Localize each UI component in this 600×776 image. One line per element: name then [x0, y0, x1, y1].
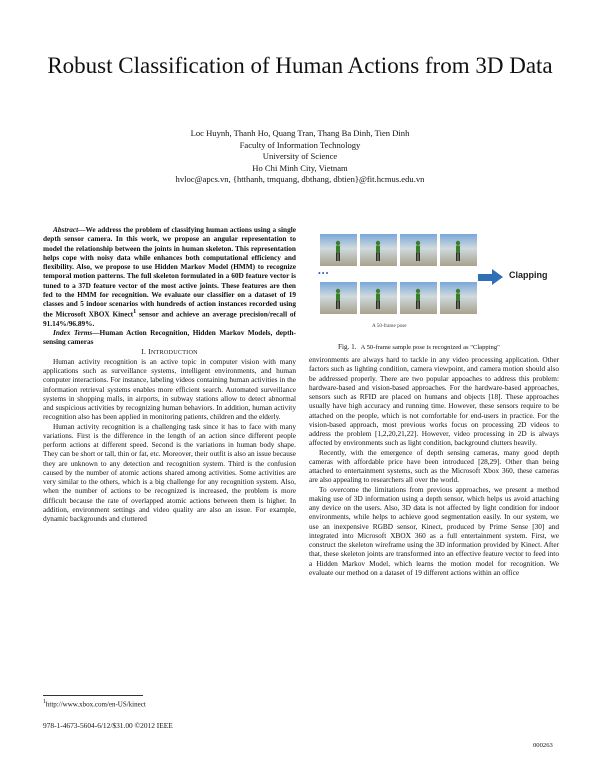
footnote-divider	[43, 695, 143, 696]
abstract	[43, 225, 296, 328]
paper-title: Robust Classification of Human Actions from 3D Data	[47, 53, 553, 78]
frame-thumbnail	[440, 282, 477, 314]
frame-thumbnail	[360, 234, 397, 266]
frame-thumbnail	[320, 282, 357, 314]
arrow-head-icon	[492, 269, 503, 285]
abstract-text-end: sensor and achieve an average precision/recall of 91.14%/96.89%.	[43, 309, 296, 328]
person-icon	[453, 288, 463, 310]
emails: hvloc@apcs.vn, {htthanh, tmquang, dbthang, dbtien}@fit.hcmus.edu.vn	[175, 174, 425, 184]
frame-thumbnail	[400, 282, 437, 314]
frame-grid	[320, 234, 480, 332]
abstract-label: Abstract	[53, 225, 79, 234]
figure-caption-text: A 50-frame sample pose is recognized as "Clapping"	[360, 344, 500, 351]
footnote	[43, 699, 146, 708]
figure-action-label: Clapping	[509, 270, 548, 280]
author-block	[60, 128, 540, 186]
person-icon	[373, 240, 383, 262]
right-paragraph-2: Recently, with the emergence of depth sensing cameras, many good depth cameras with affordable price have been introduced [28,29]. Other than being attached to entertainment systems, such as the Microsoft Xbox 360, these cameras are also appealing to researchers all over the world.	[309, 447, 559, 485]
index-terms-label: Index Terms	[53, 328, 93, 338]
person-icon	[453, 240, 463, 262]
section-heading	[43, 347, 296, 357]
left-column	[43, 225, 296, 523]
person-icon	[333, 240, 343, 262]
figure-1	[310, 228, 560, 340]
section-title-cap: I	[148, 346, 151, 356]
person-icon	[413, 288, 423, 310]
frame-thumbnail	[320, 234, 357, 266]
arrow-right-icon	[478, 274, 492, 281]
abstract-footmark: 1	[133, 309, 137, 316]
university: University of Science	[262, 151, 338, 161]
figure-sublabel: A 50-frame pose	[372, 323, 407, 329]
index-terms	[43, 328, 296, 347]
footnote-mark: 1	[43, 699, 46, 705]
city: Ho Chi Minh City, Vietnam	[252, 162, 348, 173]
section-number: I.	[141, 346, 147, 356]
person-icon	[413, 240, 423, 262]
frame-thumbnail	[360, 282, 397, 314]
index-terms-text: —Human Action Recognition, Hidden Markov Models, depth-sensing cameras	[43, 328, 296, 347]
left-paragraph-2: Human activity recognition is a challenging task since it has to face with many variations. First is the difference in the length of an action since different people perform actions at different speed. Second is the variations in human body shape. They can be short or tall, thin or fat, etc. Moreover, their outfit is also an issue because they are unknown to any detection and recognition system. Third is the confusion caused by the number of atomic actions shared among activities. Some activities are very similar to the others, which is a big challenge for any recognition system. Also, when the number of actions to be recognized is increased, the problem is more difficult because the rate of overlapped atomic actions between them is higher. In addition, environment settings and video quality are also an issue. For example, dynamic backgrounds and cluttered	[43, 421, 296, 524]
author-names: Loc Huynh, Thanh Ho, Quang Tran, Thang Ba Dinh, Tien Dinh	[190, 128, 410, 138]
abstract-text: —We address the problem of classifying human actions using a single depth sensor camera. In this work, we propose an angular representation to model the relationship between the joints in human skeleton. This representation helps cope with noisy data while enhances both computational efficiency and flexibility. Also, we propose to use Hidden Markov Model (HMM) to recognize temporal motion patterns. The full skeleton formulated in a 60D feature vector is tuned to a 37D feature vector of the most active joints. These features are then fed to the HMM for recognition. We evaluate our classifier on a dataset of 19 classes and 5 indoor scenarios with hundreds of action instances recorded using the Microsoft XBOX Kinect	[43, 225, 296, 319]
person-icon	[333, 288, 343, 310]
footnote-link[interactable]: http://www.xbox.com/en-US/kinect	[45, 700, 146, 709]
section-title-rest: NTRODUCTION	[150, 348, 198, 356]
page-code: 000263	[533, 742, 553, 749]
sequence-dots: •••	[318, 269, 330, 278]
faculty: Faculty of Information Technology	[239, 139, 361, 150]
right-column	[309, 355, 559, 577]
figure-number: Fig. 1.	[338, 343, 357, 351]
person-icon	[373, 288, 383, 310]
frame-thumbnail	[400, 234, 437, 266]
isbn-line: 978-1-4673-5604-6/12/$31.00 ©2012 IEEE	[43, 721, 173, 730]
right-paragraph-3: To overcome the limitations from previous approaches, we present a method making use of 3D information using a depth sensor, which helps us avoid attaching any device on the users. Also, 3D data is not affected by light condition for indoor environments, while helps to achieve good segmentation easily. In our system, we use an inexpensive RGBD sensor, Kinect, produced by Prime Sense [30] and integrated into Microsoft XBOX 360 as a full entertainment system. First, we construct the skeleton wireframe using the 3D information provided by Kinect. After that, these skeleton joints are transformed into an effective feature vector to feed into a Hidden Markov Model, which learns the motion model for recognition. We evaluate our method on a dataset of 19 different actions within an office	[309, 484, 559, 577]
right-paragraph-1: environments are always hard to tackle in any video processing application. Other factors such as lighting condition, camera viewpoint, and camera motion should also be addressed properly. There are two popular appoaches to address this problem: hardware-based and vision-based approaches. For the hardware-based approaches, sensors such as RFID are placed on humans and objects [18]. These approaches usually have high accuracy and running time. However, these sensors require to be attached on the people, which is not comfortable for end-users in practice. For the vision-based approach, most previous works focus on processing 2D videos to address the problem [1,2,20,21,22]. However, video processing in 2D is always affected by environments such as light condition, background clutters heavily.	[309, 355, 559, 448]
left-paragraph-1: Human activity recognition is an active topic in computer vision with many applications such as surveillance systems, intelligent environments, and human computer interactions. For instance, labeling videos containing human activities in the information retrieval systems enables more efficient search. Automated surveillance systems in shopping malls, in airports, in subway stations allow to detect abnormal and suspicious activities by recognizing human behaviors. In addition, human activity recognition also has been applied in monitoring patients, children and the elderly.	[43, 356, 296, 422]
frame-thumbnail	[440, 234, 477, 266]
figure-caption	[338, 343, 500, 351]
